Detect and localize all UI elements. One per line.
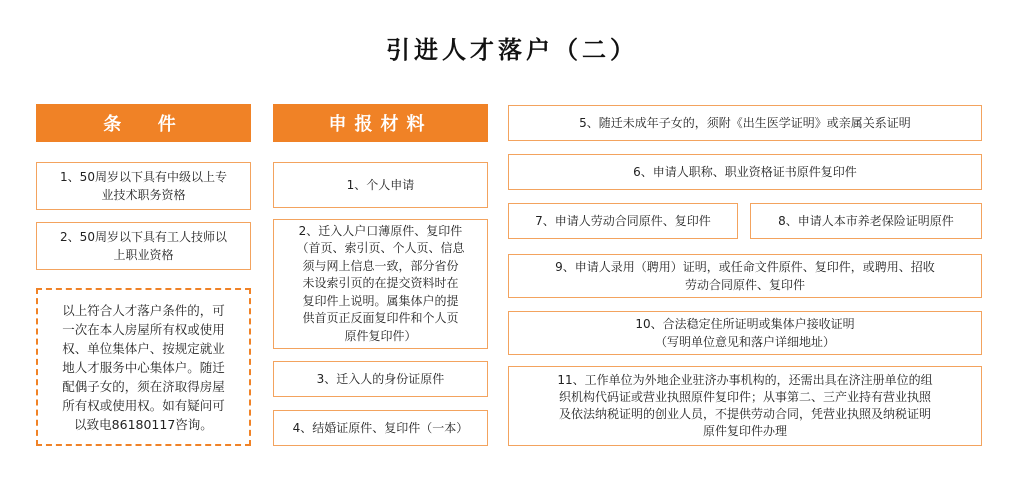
conditions-header-label: 条 件: [103, 114, 184, 135]
condition-item-1-text: 1、50周岁以下具有中级以上专 业技术职务资格: [60, 170, 227, 202]
material-item-5: [508, 105, 982, 141]
material-item-9-text: 9、申请人录用（聘用）证明，或任命文件原件、复印件，或聘用、招收 劳动合同原件、复印件: [555, 260, 935, 292]
condition-note: [36, 288, 251, 446]
material-item-8-text: 8、申请人本市养老保险证明原件: [778, 214, 954, 228]
material-item-2: [273, 219, 488, 349]
condition-item-1: [36, 162, 251, 210]
material-item-4-text: 4、结婚证原件、复印件（一本）: [292, 421, 469, 435]
material-item-7: [508, 203, 738, 239]
materials-header-label: 申报材料: [328, 114, 433, 135]
material-item-9: [508, 254, 982, 298]
condition-item-2-text: 2、50周岁以下具有工人技师以 上职业资格: [60, 230, 227, 262]
material-item-2-text: 2、迁入人户口薄原件、复印件 （首页、索引页、个人页、信息 须与网上信息一致，部分省份 未设索引页的在提交资料时在 复印件上说明。属集体户的提 供首页正反面复印件和个人页 原件复印件）: [296, 223, 465, 343]
material-item-10-text: 10、合法稳定住所证明或集体户接收证明 （写明单位意见和落户详细地址）: [635, 317, 855, 349]
material-item-4: [273, 410, 488, 446]
material-item-3: [273, 361, 488, 397]
material-item-5-text: 5、随迁未成年子女的，须附《出生医学证明》或亲属关系证明: [579, 116, 911, 130]
material-item-7-text: 7、申请人劳动合同原件、复印件: [535, 214, 711, 228]
page-title: 引进人才落户（二）: [386, 36, 638, 64]
material-item-3-text: 3、迁入人的身份证原件: [316, 372, 445, 386]
material-item-6-text: 6、申请人职称、职业资格证书原件复印件: [633, 165, 857, 179]
condition-note-text: 以上符合人才落户条件的，可 一次在本人房屋所有权或使用 权、单位集体户、按规定就业 地人才服务中心集体户。随迁 配偶子女的，须在济取得房屋 所有权或使用权。如有疑问可 以致电86180117咨询。: [62, 302, 225, 432]
material-item-6: [508, 154, 982, 190]
material-item-8: [750, 203, 982, 239]
material-item-11: [508, 366, 982, 446]
condition-item-2: [36, 222, 251, 270]
materials-header: [273, 104, 488, 142]
material-item-1-text: 1、个人申请: [346, 178, 415, 192]
material-item-1: [273, 162, 488, 208]
material-item-11-text: 11、工作单位为外地企业驻济办事机构的，还需出具在济注册单位的组 织机构代码证或营业执照原件复印件；从事第二、三产业持有营业执照 及依法纳税证明的创业人员，不提供劳动合同，凭营业执照及纳税证明 原件复印件办理: [557, 373, 933, 438]
conditions-header: [36, 104, 251, 142]
material-item-10: [508, 311, 982, 355]
